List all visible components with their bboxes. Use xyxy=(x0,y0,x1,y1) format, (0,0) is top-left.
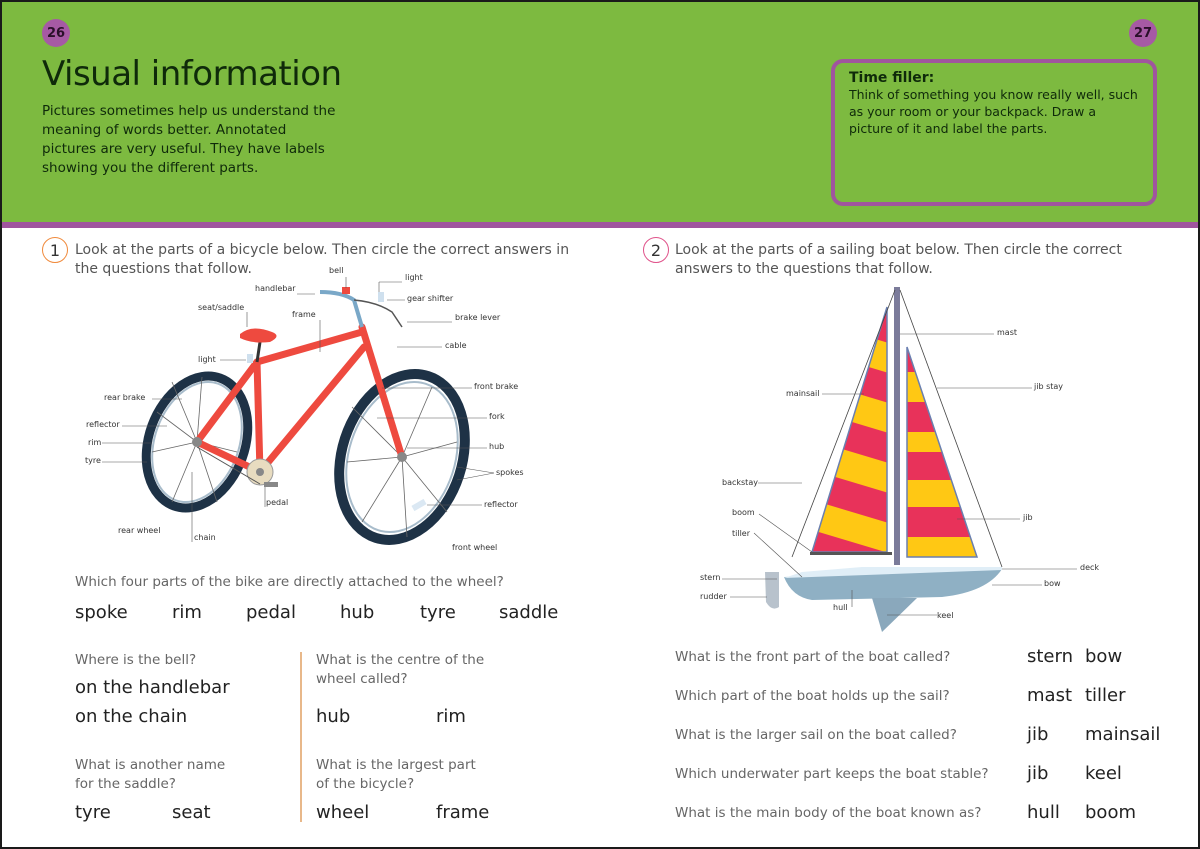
workbook-spread xyxy=(2,2,1198,847)
label-bow: bow xyxy=(1044,579,1061,588)
label-rear-light: light xyxy=(198,355,216,364)
ex2-question-1: What is the front part of the boat called? xyxy=(675,649,951,665)
label-keel: keel xyxy=(937,611,954,620)
label-spokes: spokes xyxy=(496,468,524,477)
ex1-q3-option-rim[interactable]: rim xyxy=(436,706,466,727)
ex1-q1-option-saddle[interactable]: saddle xyxy=(499,602,559,623)
ex2-q3-option-jib[interactable]: jib xyxy=(1027,724,1049,745)
ex2-q4-option-keel[interactable]: keel xyxy=(1085,763,1122,784)
label-hull: hull xyxy=(833,603,848,612)
ex2-q2-option-tiller[interactable]: tiller xyxy=(1085,685,1126,706)
label-pedal: pedal xyxy=(266,498,289,507)
ex2-question-5: What is the main body of the boat known as? xyxy=(675,805,982,821)
page-number-left: 26 xyxy=(42,19,70,47)
label-boom: boom xyxy=(732,508,755,517)
label-front-wheel: front wheel xyxy=(452,543,498,552)
ex2-q1-option-stern[interactable]: stern xyxy=(1027,646,1074,667)
label-bell: bell xyxy=(329,266,344,275)
ex2-q5-option-boom[interactable]: boom xyxy=(1085,802,1136,823)
label-hub: hub xyxy=(489,442,505,451)
label-gear-shifter: gear shifter xyxy=(407,294,454,303)
label-backstay: backstay xyxy=(722,478,758,487)
ex1-q1-option-hub[interactable]: hub xyxy=(340,602,375,623)
label-tyre: tyre xyxy=(85,456,101,465)
page-number-right: 27 xyxy=(1129,19,1157,47)
ex1-q4-option-seat[interactable]: seat xyxy=(172,802,211,823)
time-filler-title: Time filler: xyxy=(849,70,935,86)
label-handlebar: handlebar xyxy=(255,284,296,293)
label-front-light: light xyxy=(405,273,423,282)
ex2-question-2: Which part of the boat holds up the sail? xyxy=(675,688,950,704)
ex1-question-1: Which four parts of the bike are directly attached to the wheel? xyxy=(75,574,504,590)
label-fork: fork xyxy=(489,412,505,421)
ex1-q1-option-pedal[interactable]: pedal xyxy=(246,602,296,623)
time-filler-text: Think of something you know really well, such as your room or your backpack. Draw a picture of it and label the parts. xyxy=(849,87,1138,136)
sailboat-illustration xyxy=(600,272,1198,632)
ex2-question-4: Which underwater part keeps the boat stable? xyxy=(675,766,989,782)
label-rear-brake: rear brake xyxy=(104,393,146,402)
ex1-question-4: What is another name for the saddle? xyxy=(75,757,226,792)
label-rear-wheel: rear wheel xyxy=(118,526,161,535)
time-filler-box xyxy=(831,59,1157,206)
label-rear-reflector: reflector xyxy=(86,420,120,429)
ex2-q1-option-bow[interactable]: bow xyxy=(1085,646,1123,667)
ex1-question-5: What is the largest part of the bicycle? xyxy=(316,757,476,792)
intro-text: Pictures sometimes help us understand the meaning of words better. Annotated pictures are very useful. They have labels showing you the different parts. xyxy=(42,103,336,176)
header-divider xyxy=(2,222,1198,228)
label-front-reflector: reflector xyxy=(484,500,518,509)
header-banner xyxy=(2,2,1198,222)
ex2-q3-option-mainsail[interactable]: mainsail xyxy=(1085,724,1161,745)
label-tiller: tiller xyxy=(732,529,751,538)
label-deck: deck xyxy=(1080,563,1100,572)
label-front-brake: front brake xyxy=(474,382,519,391)
label-brake-lever: brake lever xyxy=(455,313,501,322)
ex1-q2-option-chain[interactable]: on the chain xyxy=(75,706,188,727)
ex1-q1-option-rim[interactable]: rim xyxy=(172,602,202,623)
exercise-1-intro: Look at the parts of a bicycle below. Then circle the correct answers in the questions that follow. xyxy=(75,242,570,277)
label-rim: rim xyxy=(88,438,102,447)
label-mainsail: mainsail xyxy=(786,389,820,398)
label-seat-saddle: seat/saddle xyxy=(198,303,245,312)
label-jib-stay: jib stay xyxy=(1034,382,1064,391)
label-cable: cable xyxy=(445,341,467,350)
exercise-2-number: 2 xyxy=(643,237,669,263)
ex1-q5-option-wheel[interactable]: wheel xyxy=(316,802,370,823)
label-chain: chain xyxy=(194,533,216,542)
label-jib: jib xyxy=(1023,513,1033,522)
ex2-q5-option-hull[interactable]: hull xyxy=(1027,802,1060,823)
ex1-q3-option-hub[interactable]: hub xyxy=(316,706,351,727)
exercise-2-intro: Look at the parts of a sailing boat below. Then circle the correct answers to the questions that follow. xyxy=(675,242,1122,277)
label-mast: mast xyxy=(997,328,1017,337)
page-title: Visual information xyxy=(42,54,342,94)
ex1-q5-option-frame[interactable]: frame xyxy=(436,802,490,823)
ex2-q2-option-mast[interactable]: mast xyxy=(1027,685,1072,706)
exercise-1-number: 1 xyxy=(42,237,68,263)
label-stern: stern xyxy=(700,573,721,582)
column-divider xyxy=(300,652,302,822)
ex1-question-2: Where is the bell? xyxy=(75,652,197,668)
label-frame: frame xyxy=(292,310,316,319)
ex1-question-3: What is the centre of the wheel called? xyxy=(316,652,485,687)
ex2-q4-option-jib[interactable]: jib xyxy=(1027,763,1049,784)
ex1-q1-option-spoke[interactable]: spoke xyxy=(75,602,128,623)
label-rudder: rudder xyxy=(700,592,727,601)
ex1-q4-option-tyre[interactable]: tyre xyxy=(75,802,111,823)
ex1-q1-option-tyre[interactable]: tyre xyxy=(420,602,456,623)
bicycle-illustration xyxy=(2,252,602,572)
ex2-question-3: What is the larger sail on the boat called? xyxy=(675,727,957,743)
ex1-q2-option-handlebar[interactable]: on the handlebar xyxy=(75,677,230,698)
